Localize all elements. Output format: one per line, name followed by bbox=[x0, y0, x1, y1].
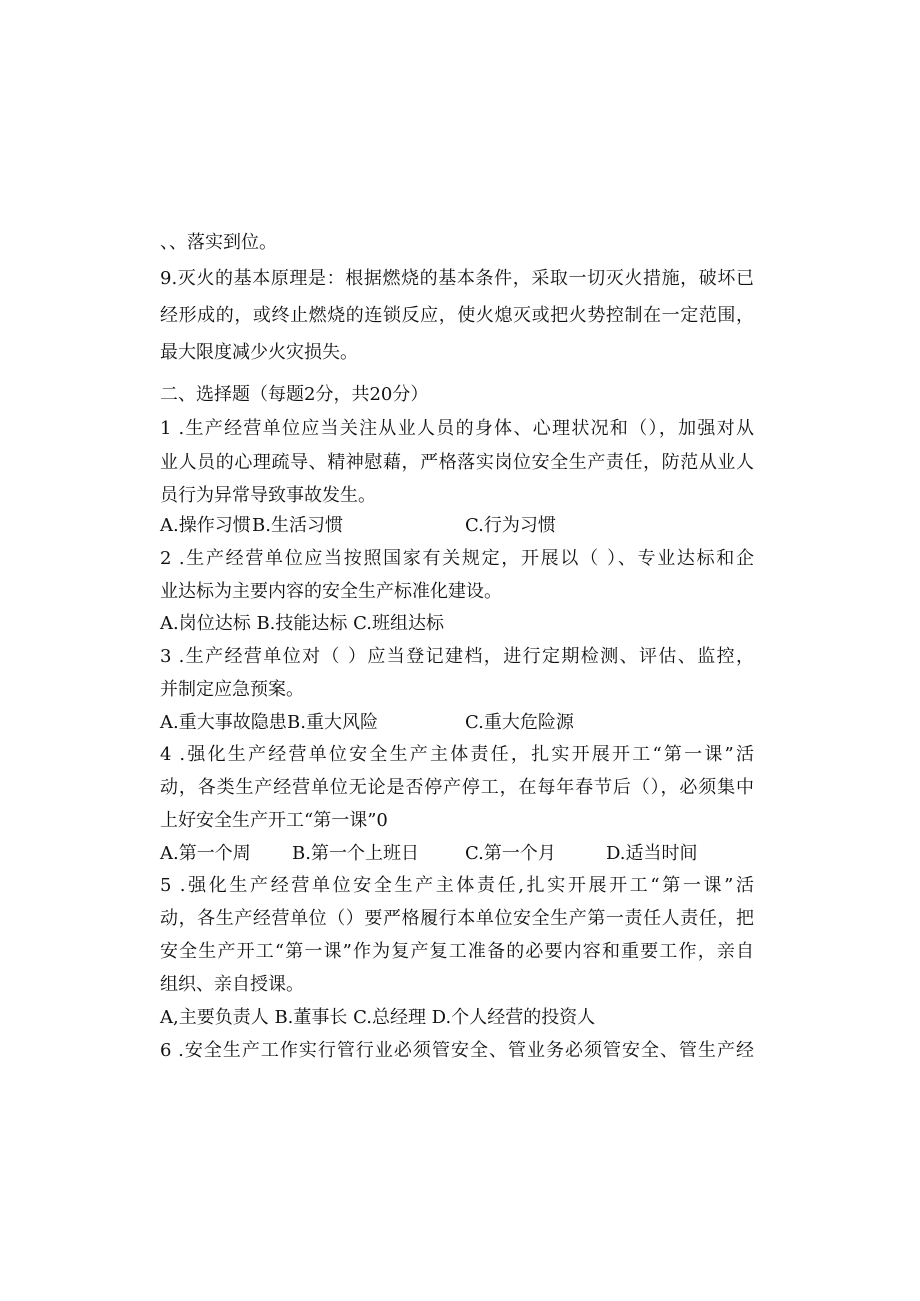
q3-option-b: B.重大风险 bbox=[287, 712, 378, 733]
q9-line-3: 最大限度减少火灾损失。 bbox=[160, 342, 358, 363]
q5-line-1: 5 .强化生产经营单位安全生产主体责任,扎实开展开工“第一课”活 bbox=[160, 875, 754, 896]
q1-line-3: 员行为异常导致事故发生。 bbox=[160, 485, 376, 506]
q9-line-1: 9.灭火的基本原理是：根据燃烧的基本条件，采取一切灭火措施，破坏已 bbox=[160, 268, 754, 289]
q4-option-a: A.第一个周 bbox=[160, 843, 251, 864]
q5-line-2: 动，各生产经营单位（）要严格履行本单位安全生产第一责任人责任，把 bbox=[160, 908, 754, 929]
q3-line-2: 并制定应急预案。 bbox=[160, 679, 304, 700]
q3-line-1: 3 .生产经营单位对（ ）应当登记建档，进行定期检测、评估、监控， bbox=[160, 646, 754, 667]
q2-options: A.岗位达标 B.技能达标 C.班组达标 bbox=[160, 613, 444, 634]
q4-option-c: C.第一个月 bbox=[465, 843, 556, 864]
q2-line-1: 2 .生产经营单位应当按照国家有关规定，开展以（ ）、专业达标和企 bbox=[160, 548, 754, 569]
q5-line-4: 组织、亲自授课。 bbox=[160, 974, 304, 995]
intro-line: 、、落实到位。 bbox=[160, 232, 277, 253]
q1-line-1: 1 .生产经营单位应当关注从业人员的身体、心理状况和（），加强对从 bbox=[160, 418, 754, 439]
q5-line-3: 安全生产开工“第一课”作为复产复工准备的必要内容和重要工作，亲自 bbox=[160, 941, 754, 962]
q1-option-c: C.行为习惯 bbox=[465, 515, 556, 536]
section-heading: 二、选择题（每题2分，共20分） bbox=[160, 384, 429, 405]
q6-line-1: 6 .安全生产工作实行管行业必须管安全、管业务必须管安全、管生产经 bbox=[160, 1040, 754, 1061]
q9-line-2: 经形成的，或终止燃烧的连锁反应，使火熄灭或把火势控制在一定范围， bbox=[160, 305, 754, 326]
q1-option-a: A.操作习惯 bbox=[160, 515, 251, 536]
q2-line-2: 业达标为主要内容的安全生产标准化建设。 bbox=[160, 581, 502, 602]
q5-options: A,主要负责人 B.董事长 C.总经理 D.个人经营的投资人 bbox=[160, 1007, 596, 1028]
q4-line-1: 4 .强化生产经营单位安全生产主体责任，扎实开展开工“第一课”活 bbox=[160, 744, 754, 765]
q1-option-b: B.生活习惯 bbox=[252, 515, 343, 536]
q3-option-a: A.重大事故隐患 bbox=[160, 712, 287, 733]
q3-option-c: C.重大危险源 bbox=[465, 712, 574, 733]
q1-line-2: 业人员的心理疏导、精神慰藉，严格落实岗位安全生产责任，防范从业人 bbox=[160, 452, 754, 473]
q4-option-b: B.第一个上班日 bbox=[292, 843, 419, 864]
q4-line-2: 动，各类生产经营单位无论是否停产停工，在每年春节后（），必须集中 bbox=[160, 777, 754, 798]
q4-option-d: D.适当时间 bbox=[606, 843, 698, 864]
q4-line-3: 上好安全生产开工“第一课”0 bbox=[160, 810, 388, 831]
